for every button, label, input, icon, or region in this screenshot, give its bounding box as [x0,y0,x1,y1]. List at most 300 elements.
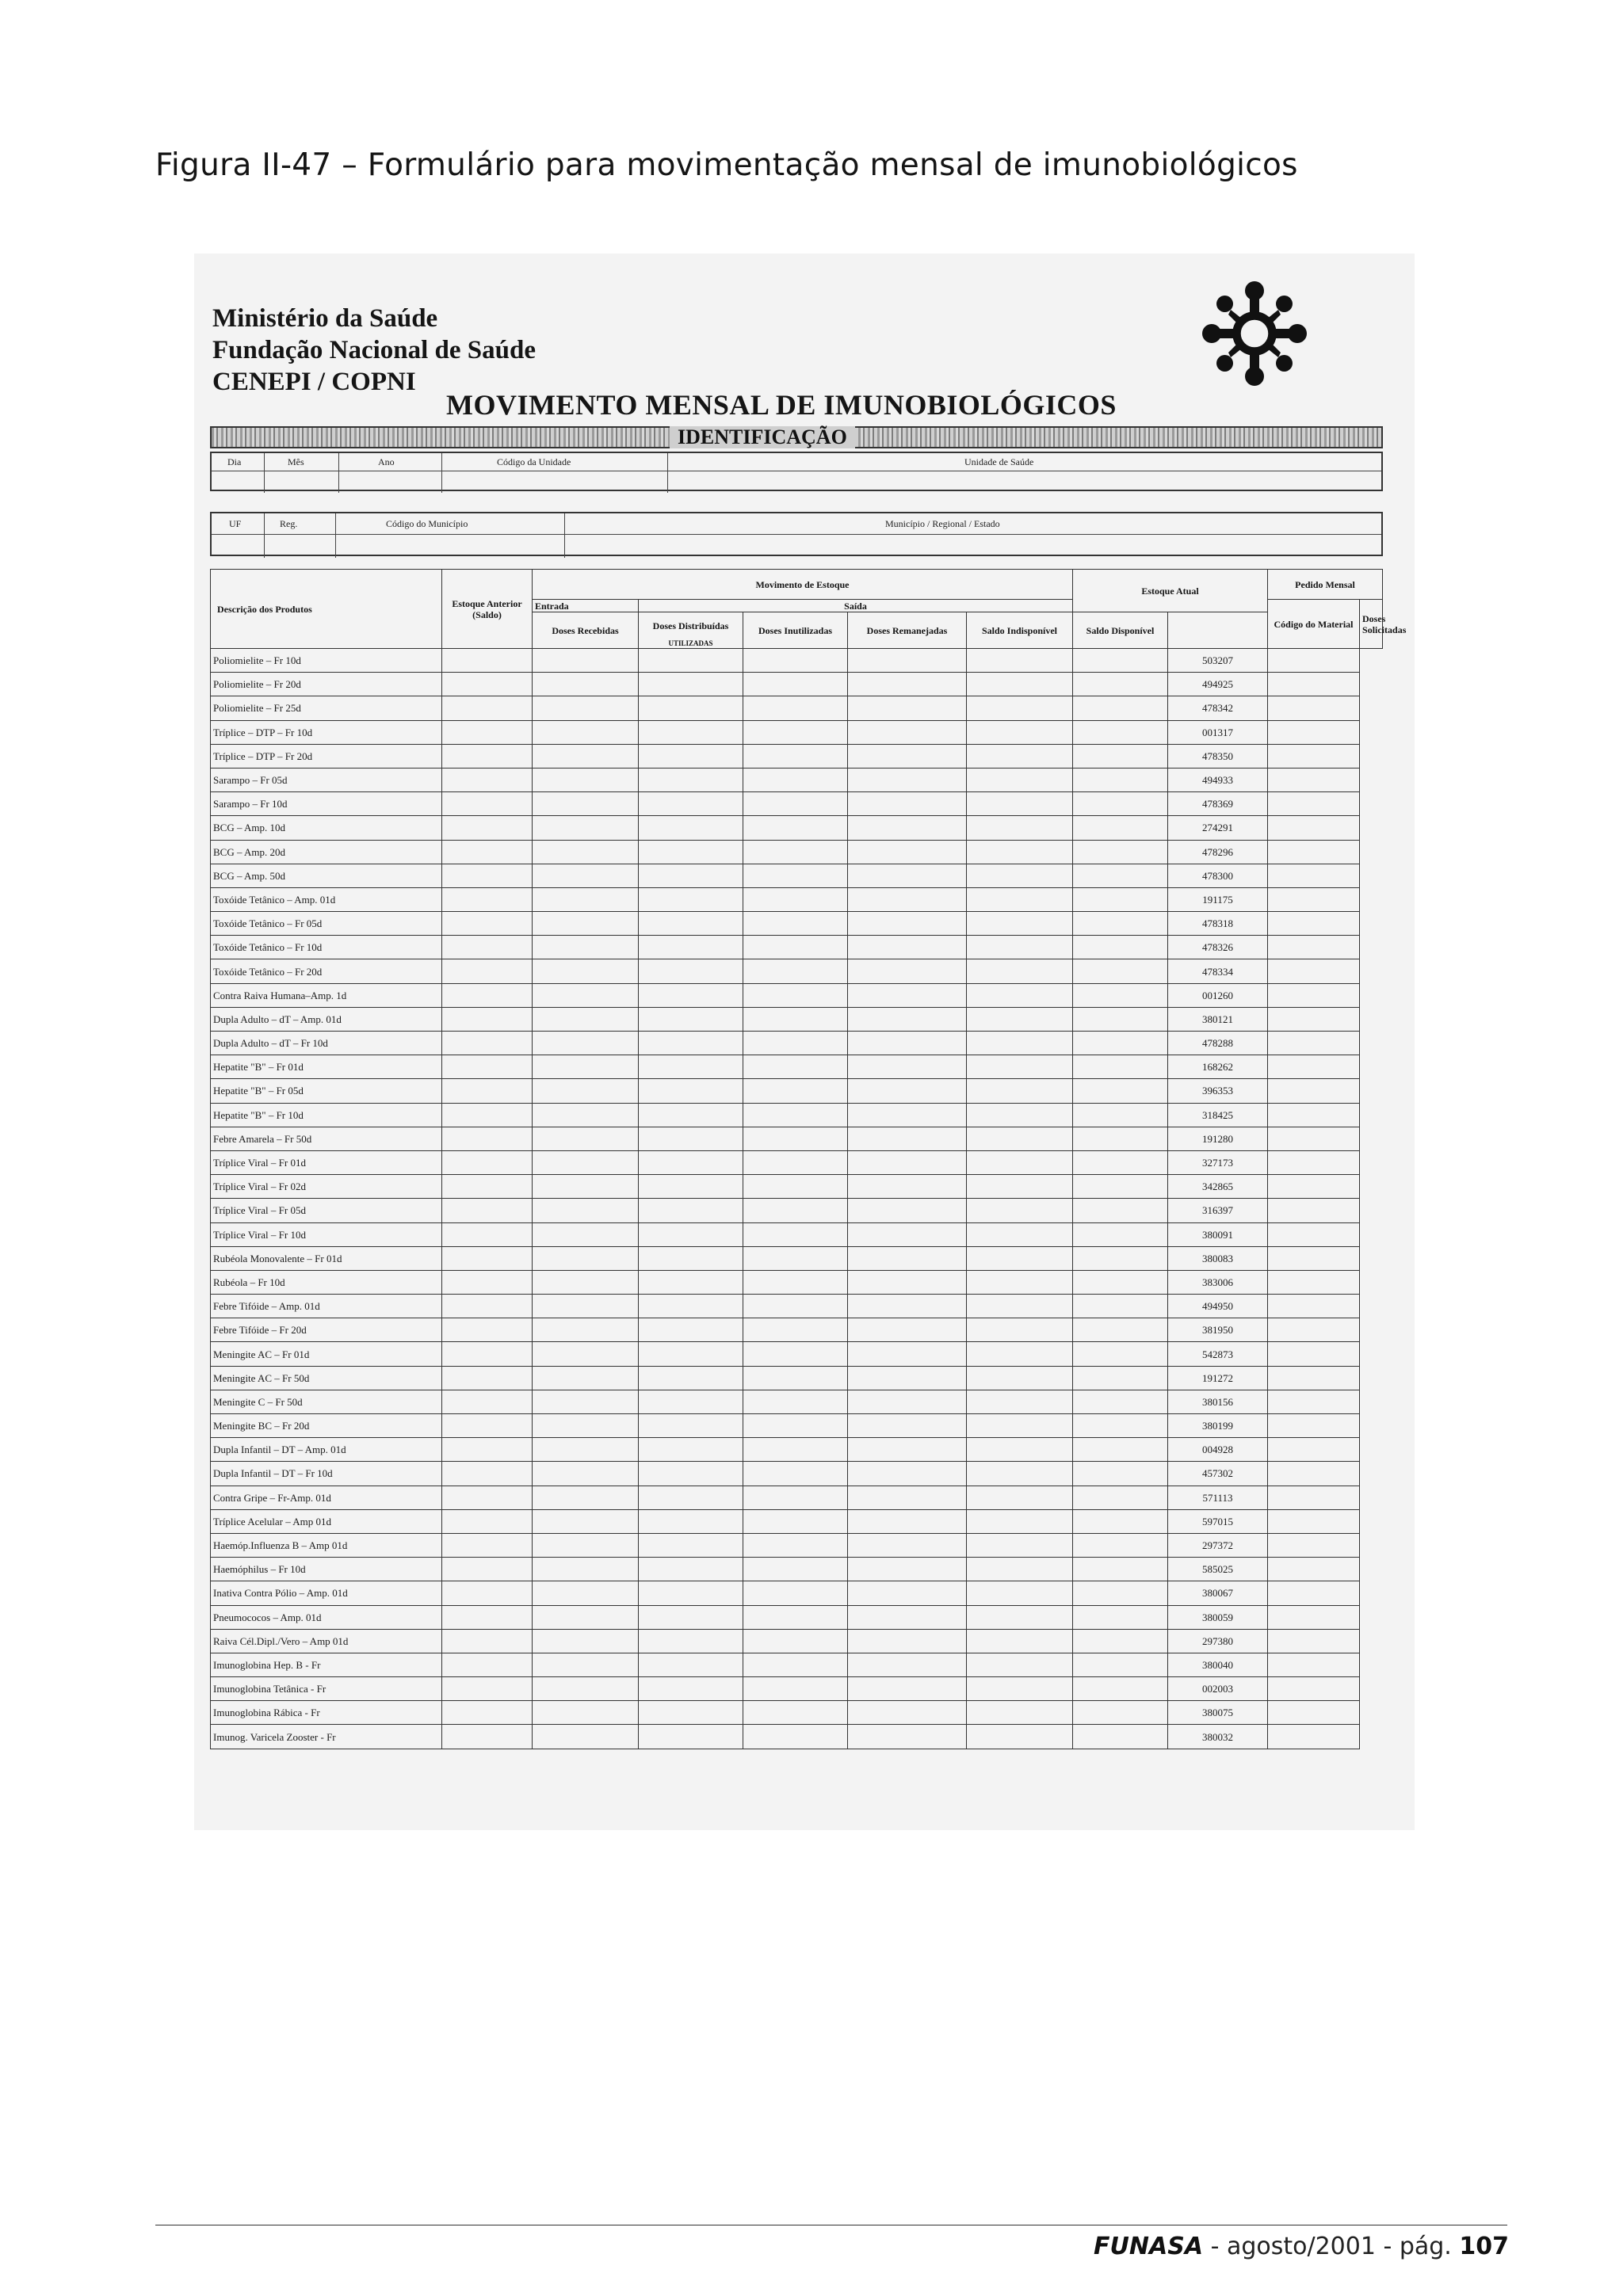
empty-cell[interactable] [743,1127,848,1150]
empty-cell[interactable] [743,1414,848,1438]
empty-cell[interactable] [1073,1533,1168,1557]
empty-cell[interactable] [639,1032,743,1055]
empty-cell[interactable] [743,1677,848,1701]
empty-cell[interactable] [743,1032,848,1055]
doses-solicitadas-cell[interactable] [1268,840,1360,864]
empty-cell[interactable] [533,1629,639,1653]
doses-solicitadas-cell[interactable] [1268,1103,1360,1127]
empty-cell[interactable] [639,816,743,840]
empty-cell[interactable] [442,673,533,696]
empty-cell[interactable] [967,1390,1073,1413]
doses-solicitadas-cell[interactable] [1268,1725,1360,1749]
empty-cell[interactable] [1073,1629,1168,1653]
empty-cell[interactable] [533,1079,639,1103]
doses-solicitadas-cell[interactable] [1268,1222,1360,1246]
doses-solicitadas-cell[interactable] [1268,816,1360,840]
empty-cell[interactable] [442,1175,533,1199]
empty-cell[interactable] [848,1581,967,1605]
doses-solicitadas-cell[interactable] [1268,768,1360,791]
empty-cell[interactable] [1073,768,1168,791]
empty-cell[interactable] [967,1055,1073,1079]
doses-solicitadas-cell[interactable] [1268,1509,1360,1533]
empty-cell[interactable] [848,1533,967,1557]
empty-cell[interactable] [442,1486,533,1509]
empty-cell[interactable] [442,1533,533,1557]
empty-cell[interactable] [967,768,1073,791]
empty-cell[interactable] [1073,1103,1168,1127]
empty-cell[interactable] [848,1725,967,1749]
empty-cell[interactable] [442,1438,533,1462]
empty-cell[interactable] [967,1581,1073,1605]
empty-cell[interactable] [1073,1701,1168,1725]
empty-cell[interactable] [743,696,848,720]
empty-cell[interactable] [1073,744,1168,768]
empty-cell[interactable] [848,840,967,864]
empty-cell[interactable] [848,1127,967,1150]
empty-cell[interactable] [967,744,1073,768]
empty-cell[interactable] [848,1175,967,1199]
empty-cell[interactable] [442,983,533,1007]
empty-cell[interactable] [639,1725,743,1749]
empty-cell[interactable] [639,1390,743,1413]
empty-cell[interactable] [533,1725,639,1749]
empty-cell[interactable] [1073,1222,1168,1246]
empty-cell[interactable] [639,1509,743,1533]
empty-cell[interactable] [533,1438,639,1462]
empty-cell[interactable] [743,1342,848,1366]
empty-cell[interactable] [442,840,533,864]
empty-cell[interactable] [848,1199,967,1222]
empty-cell[interactable] [442,1366,533,1390]
empty-cell[interactable] [967,720,1073,744]
empty-cell[interactable] [967,1103,1073,1127]
empty-cell[interactable] [1073,1677,1168,1701]
doses-solicitadas-cell[interactable] [1268,1199,1360,1222]
doses-solicitadas-cell[interactable] [1268,1701,1360,1725]
empty-cell[interactable] [1073,912,1168,936]
empty-cell[interactable] [967,673,1073,696]
empty-cell[interactable] [743,983,848,1007]
empty-cell[interactable] [967,840,1073,864]
empty-cell[interactable] [1073,864,1168,887]
empty-cell[interactable] [533,1032,639,1055]
empty-cell[interactable] [848,864,967,887]
empty-cell[interactable] [848,1295,967,1318]
empty-cell[interactable] [743,1366,848,1390]
empty-cell[interactable] [639,696,743,720]
empty-cell[interactable] [967,1246,1073,1270]
empty-cell[interactable] [743,1653,848,1676]
empty-cell[interactable] [1073,983,1168,1007]
doses-solicitadas-cell[interactable] [1268,983,1360,1007]
empty-cell[interactable] [533,1222,639,1246]
empty-cell[interactable] [1073,673,1168,696]
empty-cell[interactable] [848,720,967,744]
empty-cell[interactable] [639,1581,743,1605]
doses-solicitadas-cell[interactable] [1268,1150,1360,1174]
empty-cell[interactable] [533,1366,639,1390]
empty-cell[interactable] [743,1725,848,1749]
doses-solicitadas-cell[interactable] [1268,1175,1360,1199]
empty-cell[interactable] [848,1103,967,1127]
empty-cell[interactable] [967,1509,1073,1533]
doses-solicitadas-cell[interactable] [1268,1127,1360,1150]
empty-cell[interactable] [967,1366,1073,1390]
empty-cell[interactable] [848,1414,967,1438]
doses-solicitadas-cell[interactable] [1268,1342,1360,1366]
empty-cell[interactable] [1073,1653,1168,1676]
empty-cell[interactable] [639,1103,743,1127]
empty-cell[interactable] [1073,1270,1168,1294]
empty-cell[interactable] [848,1007,967,1031]
empty-cell[interactable] [967,1150,1073,1174]
empty-cell[interactable] [442,1079,533,1103]
empty-cell[interactable] [967,1295,1073,1318]
empty-cell[interactable] [848,936,967,959]
doses-solicitadas-cell[interactable] [1268,1390,1360,1413]
empty-cell[interactable] [533,864,639,887]
empty-cell[interactable] [743,816,848,840]
empty-cell[interactable] [639,1438,743,1462]
empty-cell[interactable] [533,1055,639,1079]
empty-cell[interactable] [639,912,743,936]
empty-cell[interactable] [967,1558,1073,1581]
empty-cell[interactable] [533,1007,639,1031]
empty-cell[interactable] [743,1199,848,1222]
empty-cell[interactable] [967,1486,1073,1509]
doses-solicitadas-cell[interactable] [1268,1581,1360,1605]
empty-cell[interactable] [1073,1318,1168,1342]
doses-solicitadas-cell[interactable] [1268,1246,1360,1270]
doses-solicitadas-cell[interactable] [1268,1270,1360,1294]
empty-cell[interactable] [533,1414,639,1438]
empty-cell[interactable] [533,1533,639,1557]
empty-cell[interactable] [1073,1127,1168,1150]
doses-solicitadas-cell[interactable] [1268,696,1360,720]
empty-cell[interactable] [743,1462,848,1486]
doses-solicitadas-cell[interactable] [1268,792,1360,816]
empty-cell[interactable] [533,959,639,983]
doses-solicitadas-cell[interactable] [1268,1007,1360,1031]
empty-cell[interactable] [743,912,848,936]
empty-cell[interactable] [848,1032,967,1055]
empty-cell[interactable] [533,983,639,1007]
empty-cell[interactable] [533,1509,639,1533]
empty-cell[interactable] [1073,1462,1168,1486]
empty-cell[interactable] [639,1653,743,1676]
empty-cell[interactable] [743,1533,848,1557]
empty-cell[interactable] [639,1270,743,1294]
empty-cell[interactable] [1073,1150,1168,1174]
empty-cell[interactable] [442,792,533,816]
empty-cell[interactable] [743,1390,848,1413]
empty-cell[interactable] [533,1581,639,1605]
empty-cell[interactable] [639,1558,743,1581]
empty-cell[interactable] [967,1414,1073,1438]
empty-cell[interactable] [533,1677,639,1701]
doses-solicitadas-cell[interactable] [1268,1486,1360,1509]
empty-cell[interactable] [743,1581,848,1605]
empty-cell[interactable] [442,1390,533,1413]
empty-cell[interactable] [967,1533,1073,1557]
empty-cell[interactable] [1073,1509,1168,1533]
empty-cell[interactable] [442,1342,533,1366]
empty-cell[interactable] [967,816,1073,840]
empty-cell[interactable] [1073,1605,1168,1629]
empty-cell[interactable] [743,1150,848,1174]
empty-cell[interactable] [848,1222,967,1246]
empty-cell[interactable] [848,1390,967,1413]
empty-cell[interactable] [639,1486,743,1509]
empty-cell[interactable] [743,1103,848,1127]
empty-cell[interactable] [967,1175,1073,1199]
empty-cell[interactable] [1073,1390,1168,1413]
empty-cell[interactable] [848,1318,967,1342]
empty-cell[interactable] [442,1150,533,1174]
empty-cell[interactable] [533,1246,639,1270]
empty-cell[interactable] [1073,1414,1168,1438]
doses-solicitadas-cell[interactable] [1268,864,1360,887]
empty-cell[interactable] [743,1175,848,1199]
empty-cell[interactable] [533,1390,639,1413]
doses-solicitadas-cell[interactable] [1268,887,1360,911]
empty-cell[interactable] [967,1079,1073,1103]
empty-cell[interactable] [442,1701,533,1725]
empty-cell[interactable] [1073,1007,1168,1031]
empty-cell[interactable] [967,1605,1073,1629]
empty-cell[interactable] [848,1055,967,1079]
empty-cell[interactable] [848,1701,967,1725]
empty-cell[interactable] [442,1581,533,1605]
empty-cell[interactable] [1073,792,1168,816]
empty-cell[interactable] [1073,1055,1168,1079]
empty-cell[interactable] [967,936,1073,959]
doses-solicitadas-cell[interactable] [1268,1295,1360,1318]
empty-cell[interactable] [1073,1295,1168,1318]
empty-cell[interactable] [848,1342,967,1366]
empty-cell[interactable] [639,1629,743,1653]
empty-cell[interactable] [967,983,1073,1007]
empty-cell[interactable] [533,649,639,673]
empty-cell[interactable] [1073,959,1168,983]
empty-cell[interactable] [533,1199,639,1222]
empty-cell[interactable] [442,1103,533,1127]
empty-cell[interactable] [743,1558,848,1581]
empty-cell[interactable] [848,673,967,696]
empty-cell[interactable] [442,1270,533,1294]
empty-cell[interactable] [639,1127,743,1150]
empty-cell[interactable] [639,1533,743,1557]
empty-cell[interactable] [533,1462,639,1486]
empty-cell[interactable] [533,1558,639,1581]
empty-cell[interactable] [442,1007,533,1031]
empty-cell[interactable] [639,936,743,959]
empty-cell[interactable] [967,912,1073,936]
empty-cell[interactable] [533,1318,639,1342]
empty-cell[interactable] [639,1007,743,1031]
empty-cell[interactable] [848,649,967,673]
empty-cell[interactable] [639,1246,743,1270]
empty-cell[interactable] [639,744,743,768]
empty-cell[interactable] [442,744,533,768]
empty-cell[interactable] [639,1605,743,1629]
empty-cell[interactable] [848,1270,967,1294]
empty-cell[interactable] [533,816,639,840]
empty-cell[interactable] [533,792,639,816]
empty-cell[interactable] [639,1366,743,1390]
doses-solicitadas-cell[interactable] [1268,1414,1360,1438]
empty-cell[interactable] [442,1509,533,1533]
empty-cell[interactable] [1073,840,1168,864]
empty-cell[interactable] [1073,1175,1168,1199]
empty-cell[interactable] [442,649,533,673]
empty-cell[interactable] [967,1007,1073,1031]
empty-cell[interactable] [533,1486,639,1509]
empty-cell[interactable] [1073,1079,1168,1103]
empty-cell[interactable] [533,1701,639,1725]
empty-cell[interactable] [743,1295,848,1318]
empty-cell[interactable] [848,1486,967,1509]
empty-cell[interactable] [442,1318,533,1342]
empty-cell[interactable] [967,1199,1073,1222]
doses-solicitadas-cell[interactable] [1268,936,1360,959]
empty-cell[interactable] [533,840,639,864]
empty-cell[interactable] [967,1629,1073,1653]
doses-solicitadas-cell[interactable] [1268,1533,1360,1557]
empty-cell[interactable] [442,912,533,936]
empty-cell[interactable] [533,744,639,768]
doses-solicitadas-cell[interactable] [1268,1653,1360,1676]
empty-cell[interactable] [743,673,848,696]
empty-cell[interactable] [967,1462,1073,1486]
empty-cell[interactable] [442,1653,533,1676]
empty-cell[interactable] [639,983,743,1007]
empty-cell[interactable] [639,1414,743,1438]
empty-cell[interactable] [743,768,848,791]
empty-cell[interactable] [967,792,1073,816]
empty-cell[interactable] [442,887,533,911]
empty-cell[interactable] [533,1103,639,1127]
empty-cell[interactable] [743,1079,848,1103]
empty-cell[interactable] [442,1462,533,1486]
empty-cell[interactable] [533,720,639,744]
empty-cell[interactable] [442,1127,533,1150]
empty-cell[interactable] [1073,1342,1168,1366]
doses-solicitadas-cell[interactable] [1268,1677,1360,1701]
empty-cell[interactable] [1073,720,1168,744]
empty-cell[interactable] [743,1438,848,1462]
empty-cell[interactable] [442,1629,533,1653]
empty-cell[interactable] [442,1055,533,1079]
empty-cell[interactable] [848,816,967,840]
doses-solicitadas-cell[interactable] [1268,959,1360,983]
empty-cell[interactable] [743,1605,848,1629]
empty-cell[interactable] [848,744,967,768]
empty-cell[interactable] [743,936,848,959]
empty-cell[interactable] [1073,1486,1168,1509]
empty-cell[interactable] [533,696,639,720]
empty-cell[interactable] [639,792,743,816]
empty-cell[interactable] [743,1246,848,1270]
doses-solicitadas-cell[interactable] [1268,1079,1360,1103]
empty-cell[interactable] [967,1342,1073,1366]
empty-cell[interactable] [743,1318,848,1342]
empty-cell[interactable] [533,936,639,959]
doses-solicitadas-cell[interactable] [1268,1462,1360,1486]
empty-cell[interactable] [967,1270,1073,1294]
empty-cell[interactable] [639,864,743,887]
doses-solicitadas-cell[interactable] [1268,649,1360,673]
empty-cell[interactable] [848,792,967,816]
empty-cell[interactable] [639,1677,743,1701]
empty-cell[interactable] [848,959,967,983]
empty-cell[interactable] [639,1342,743,1366]
empty-cell[interactable] [442,816,533,840]
empty-cell[interactable] [743,1270,848,1294]
empty-cell[interactable] [848,983,967,1007]
empty-cell[interactable] [743,887,848,911]
empty-cell[interactable] [639,959,743,983]
empty-cell[interactable] [533,912,639,936]
empty-cell[interactable] [442,1725,533,1749]
doses-solicitadas-cell[interactable] [1268,744,1360,768]
doses-solicitadas-cell[interactable] [1268,912,1360,936]
empty-cell[interactable] [848,912,967,936]
empty-cell[interactable] [848,696,967,720]
empty-cell[interactable] [1073,1032,1168,1055]
empty-cell[interactable] [1073,649,1168,673]
empty-cell[interactable] [967,959,1073,983]
empty-cell[interactable] [442,1414,533,1438]
doses-solicitadas-cell[interactable] [1268,1318,1360,1342]
empty-cell[interactable] [743,744,848,768]
empty-cell[interactable] [1073,1438,1168,1462]
empty-cell[interactable] [848,1605,967,1629]
empty-cell[interactable] [1073,1199,1168,1222]
empty-cell[interactable] [442,1032,533,1055]
empty-cell[interactable] [442,720,533,744]
empty-cell[interactable] [1073,1246,1168,1270]
doses-solicitadas-cell[interactable] [1268,1055,1360,1079]
empty-cell[interactable] [967,696,1073,720]
empty-cell[interactable] [743,1007,848,1031]
empty-cell[interactable] [743,959,848,983]
empty-cell[interactable] [442,959,533,983]
empty-cell[interactable] [743,864,848,887]
empty-cell[interactable] [1073,1725,1168,1749]
empty-cell[interactable] [442,1605,533,1629]
empty-cell[interactable] [1073,1366,1168,1390]
empty-cell[interactable] [848,1558,967,1581]
empty-cell[interactable] [967,1127,1073,1150]
empty-cell[interactable] [639,649,743,673]
empty-cell[interactable] [743,649,848,673]
empty-cell[interactable] [442,1246,533,1270]
empty-cell[interactable] [848,1438,967,1462]
empty-cell[interactable] [848,1629,967,1653]
empty-cell[interactable] [743,1629,848,1653]
doses-solicitadas-cell[interactable] [1268,1032,1360,1055]
empty-cell[interactable] [533,673,639,696]
empty-cell[interactable] [533,1605,639,1629]
empty-cell[interactable] [967,1701,1073,1725]
empty-cell[interactable] [967,649,1073,673]
doses-solicitadas-cell[interactable] [1268,1366,1360,1390]
empty-cell[interactable] [442,1295,533,1318]
empty-cell[interactable] [533,1175,639,1199]
empty-cell[interactable] [967,1725,1073,1749]
empty-cell[interactable] [1073,887,1168,911]
